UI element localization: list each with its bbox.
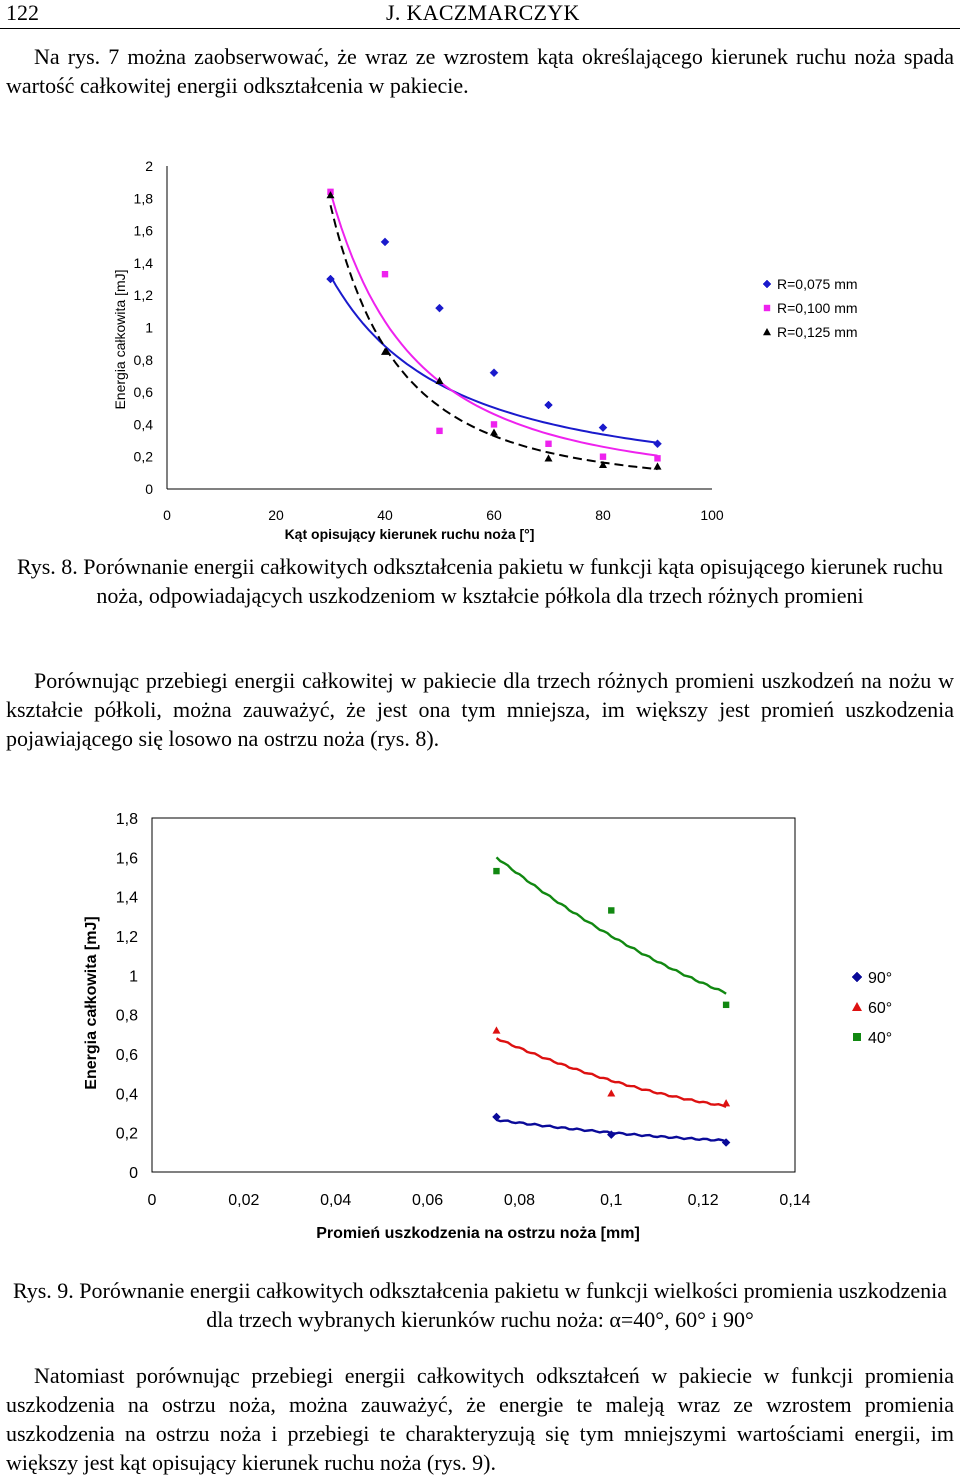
y-tick-label: 1: [145, 319, 153, 336]
trend-line-series-1: [331, 276, 658, 443]
x-tick-label: 20: [268, 507, 284, 523]
y-tick-label: 0,8: [115, 1007, 138, 1025]
y-tick-label: 0,6: [115, 1047, 138, 1064]
x-tick-label: 0,08: [503, 1192, 535, 1209]
data-point-series-2: [600, 454, 606, 460]
x-tick-label: 0,06: [412, 1192, 444, 1209]
data-point-series-2: [382, 271, 388, 277]
paragraph-3: Natomiast porównując przebiegi energii całkowitych odkształceń w pakiecie w funkcji promienia uszkodzenia na ostrzu noża, można zauważyć, że energie te maleją wraz ze wzrostem promienia uszkodzenia na ostrzu noża i przebiegi te charakteryzują się tym mniejszymi wartościami energii, im większy jest kąt opisujący kierunek ruchu noża (rys. 9).: [6, 1363, 954, 1475]
data-point-series-3: [493, 868, 499, 874]
paragraph-1: Na rys. 7 można zaobserwować, że wraz ze wzrostem kąta określającego kierunek ruchu noża spada wartość całkowitej energii odkształcenia w pakiecie.: [6, 44, 954, 98]
x-tick-label: 0,12: [687, 1192, 719, 1209]
trend-line-series-2: [497, 1038, 727, 1107]
legend-label-series-2: 60°: [868, 1000, 893, 1017]
data-point-series-2: [436, 428, 442, 434]
y-tick-label: 1: [129, 968, 138, 986]
figure-8-chart: [0, 150, 960, 545]
x-axis-title: Promień uszkodzenia na ostrzu noża [mm]: [316, 1225, 640, 1242]
data-point-series-2: [545, 441, 551, 447]
legend-label-series-1: R=0,075 mm: [777, 276, 858, 292]
legend-marker-series-3: [853, 1033, 861, 1041]
y-tick-label: 0,4: [133, 416, 153, 433]
data-point-series-1: [381, 238, 389, 246]
data-point-series-3: [490, 428, 498, 435]
x-tick-label: 0,04: [320, 1192, 352, 1209]
data-point-series-3: [723, 1002, 729, 1008]
y-tick-label: 2: [145, 158, 153, 174]
data-point-series-2: [491, 421, 497, 427]
data-point-series-2: [722, 1099, 730, 1106]
x-tick-label: 0,14: [779, 1192, 811, 1209]
y-tick-label: 0,6: [133, 384, 153, 401]
legend-label-series-2: R=0,100 mm: [777, 300, 858, 316]
data-point-series-1: [490, 369, 498, 377]
page-header: [0, 0, 960, 29]
x-axis-title: Kąt opisujący kierunek ruchu noża [°]: [284, 526, 535, 542]
y-axis-title: Energia całkowita [mJ]: [112, 269, 128, 410]
data-point-series-3: [545, 454, 553, 461]
plot-frame: [152, 818, 795, 1172]
y-tick-label: 0: [129, 1165, 138, 1182]
x-tick-label: 0: [163, 507, 171, 523]
caption-fig9: Rys. 9. Porównanie energii całkowitych odkształcenia pakietu w funkcji wielkości promienia uszkodzenia dla trzech wybranych kierunków ruchu noża: α=40°, 60° i 90°: [12, 1278, 948, 1332]
data-point-series-3: [654, 462, 662, 469]
legend-label-series-3: R=0,125 mm: [777, 324, 858, 340]
legend-marker-series-1: [852, 972, 862, 982]
legend-marker-series-3: [763, 328, 771, 335]
legend-marker-series-1: [763, 280, 771, 288]
running-head: J. KACZMARCZYK: [386, 0, 580, 25]
y-tick-label: 1,4: [133, 254, 153, 271]
y-tick-label: 1,6: [133, 222, 153, 239]
y-tick-label: 1,8: [133, 190, 153, 207]
data-point-series-1: [436, 304, 444, 312]
y-tick-label: 0: [145, 481, 153, 497]
legend-label-series-3: 40°: [868, 1030, 893, 1047]
trend-line-series-3: [497, 857, 727, 994]
y-tick-label: 1,8: [115, 811, 138, 828]
data-point-series-2: [654, 455, 660, 461]
x-tick-label: 0,02: [228, 1192, 260, 1209]
y-tick-label: 0,8: [133, 351, 153, 368]
legend-marker-series-2: [852, 1002, 862, 1011]
y-tick-label: 1,2: [133, 287, 153, 304]
y-tick-label: 1,4: [115, 889, 138, 907]
x-tick-label: 40: [377, 507, 393, 523]
y-tick-label: 0,2: [115, 1125, 138, 1143]
figure-9-chart: [0, 800, 960, 1250]
page-number: 122: [6, 0, 39, 25]
data-point-series-2: [607, 1089, 615, 1096]
x-tick-label: 0: [147, 1192, 157, 1209]
caption-fig8: Rys. 8. Porównanie energii całkowitych odkształcenia pakietu w funkcji kąta opisującego kierunek ruchu noża, odpowiadających uszkodzeniom w kształcie półkola dla trzech różnych promieni: [16, 554, 944, 608]
data-point-series-2: [492, 1026, 500, 1033]
legend-marker-series-2: [764, 305, 770, 311]
legend-label-series-1: 90°: [868, 970, 893, 987]
y-tick-label: 0,4: [115, 1086, 138, 1104]
data-point-series-3: [599, 461, 607, 468]
x-tick-label: 60: [486, 507, 502, 523]
y-axis-title: Energia całkowita [mJ]: [83, 916, 100, 1090]
paragraph-2: Porównując przebiegi energii całkowitej w pakiecie dla trzech różnych promieni uszkodzeń na nożu w kształcie półkoli, można zauważyć, że jest ona tym mniejsza, im większy jest promień uszkodzenia pojawiającego się losowo na ostrzu noża (rys. 8).: [6, 668, 954, 751]
x-tick-label: 100: [700, 507, 724, 523]
data-point-series-3: [608, 907, 614, 913]
data-point-series-1: [599, 424, 607, 432]
x-tick-label: 80: [595, 507, 611, 523]
y-tick-label: 1,2: [115, 929, 138, 946]
x-tick-label: 0,1: [600, 1192, 623, 1209]
data-point-series-1: [545, 401, 553, 409]
y-tick-label: 0,2: [133, 448, 153, 465]
trend-line-series-2: [331, 192, 658, 456]
data-point-series-1: [654, 440, 662, 448]
y-tick-label: 1,6: [115, 850, 138, 868]
